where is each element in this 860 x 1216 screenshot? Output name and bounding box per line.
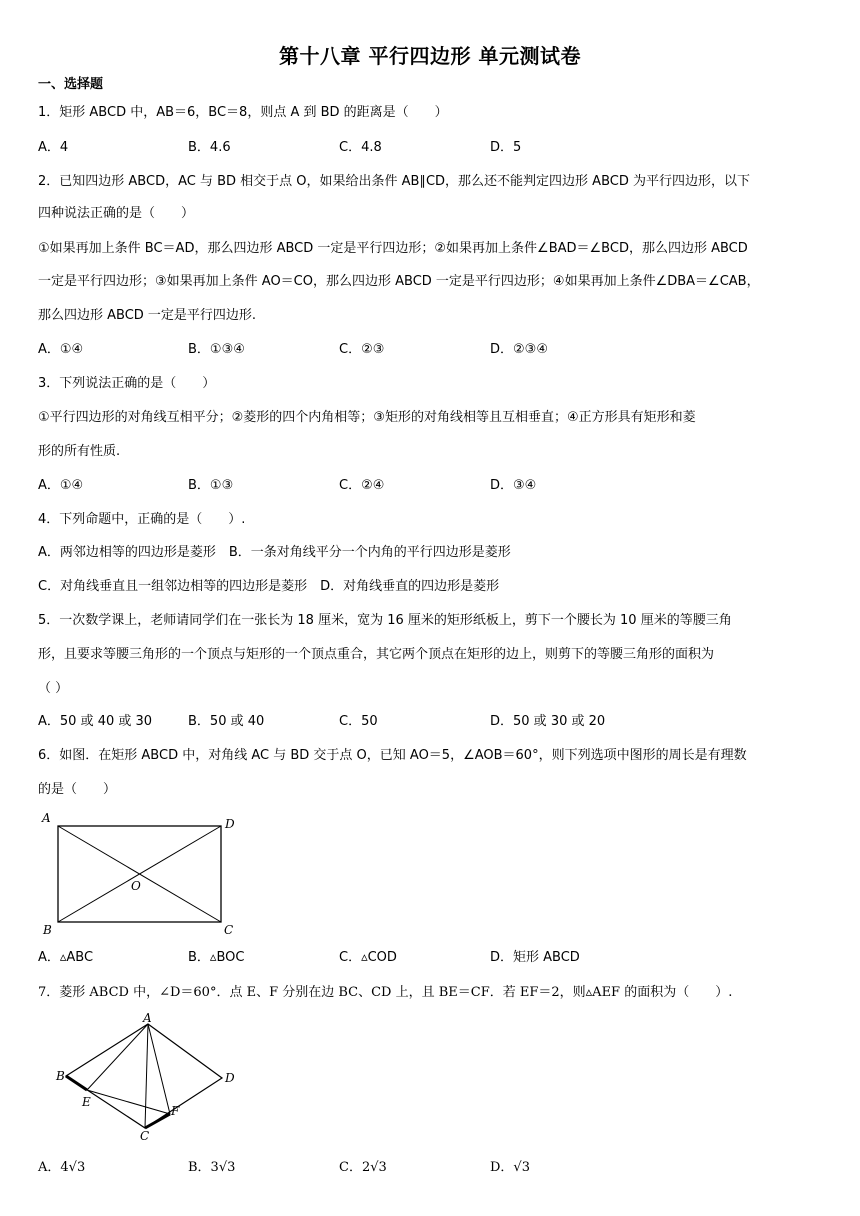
q2-stem-line: ①如果再加上条件 BC＝AD，那么四边形 ABCD 一定是平行四边形；②如果再加上条件∠BAD＝∠BCD，那么四边形 ABCD [38,241,748,256]
label-a: A [42,811,51,825]
label-a: A [143,1012,152,1025]
label-c: C [224,923,234,937]
label-b: B [56,1069,65,1083]
label-f: F [171,1104,180,1118]
q1-option-a: A．4 [38,140,69,155]
q7-option-c: C．2√3 [339,1160,387,1175]
segment-cf [145,1114,170,1128]
q1-stem: 1．矩形 ABCD 中，AB＝6，BC＝8，则点 A 到 BD 的距离是（ ） [38,105,448,120]
segment-ef [87,1090,170,1114]
q3-options [38,476,828,496]
diagonal-ac [145,1024,148,1128]
q2-stem-line: 四种说法正确的是（ ） [38,206,195,221]
q2-option-c: C．②③ [339,342,385,357]
q5-option-d: D．50 或 30 或 20 [490,714,606,729]
q6-options [38,948,828,968]
q1-option-c: C．4.8 [339,140,382,155]
q5-option-a: A．50 或 40 或 30 [38,714,153,729]
q2-stem-line: 2．已知四边形 ABCD，AC 与 BD 相交于点 O，如果给出条件 AB∥CD，那么还不能判定四边形 ABCD 为平行四边形，以下 [38,174,750,189]
q7-stem: 7．菱形 ABCD 中，∠D＝60°．点 E、F 分别在边 BC、CD 上，且 BE＝CF．若 EF＝2，则▵AEF 的面积为（ ）. [38,985,733,1000]
label-o: O [131,879,141,893]
label-d: D [225,817,235,831]
segment-be [66,1076,87,1090]
label-c: C [140,1129,150,1142]
q2-option-b: B．①③④ [188,342,245,357]
q5-stem-line: 5．一次数学课上，老师请同学们在一张长为 18 厘米，宽为 16 厘米的矩形纸板上，剪下一个腰长为 10 厘米的等腰三角 [38,613,732,628]
q3-option-a: A．①④ [38,478,84,493]
q1-option-d: D．5 [490,140,522,155]
q7-option-b: B．3√3 [188,1160,236,1175]
q3-stem-line: 3．下列说法正确的是（ ） [38,376,216,391]
q2-options [38,340,828,360]
label-b: B [43,923,52,937]
q5-stem-line: （ ） [38,681,69,696]
q6-stem-line: 的是（ ） [38,782,117,797]
q6-option-b: B．▵BOC [188,950,245,965]
q3-stem-line: ①平行四边形的对角线互相平分；②菱形的四个内角相等；③矩形的对角线相等且互相垂直；④正方形具有矩形和菱 [38,410,696,425]
q7-rhombus-figure [44,1012,254,1142]
q3-option-d: D．③④ [490,478,537,493]
q5-stem-line: 形，且要求等腰三角形的一个顶点与矩形的一个顶点重合，其它两个顶点在矩形的边上，则剪下的等腰三角形的面积为 [38,647,715,662]
label-d: D [225,1071,235,1085]
q6-stem-line: 6．如图．在矩形 ABCD 中，对角线 AC 与 BD 交于点 O，已知 AO＝5，∠AOB＝60°，则下列选项中图形的周长是有理数 [38,748,747,763]
q5-option-c: C．50 [339,714,378,729]
q7-option-a: A．4√3 [38,1160,86,1175]
q2-option-d: D．②③④ [490,342,548,357]
section-heading: 一、选择题 [38,77,104,92]
q1-options [38,138,828,158]
q2-stem-line: 一定是平行四边形；③如果再加上条件 AO＝CO，那么四边形 ABCD 一定是平行四边形；④如果再加上条件∠DBA＝∠CAB， [38,274,760,289]
rhombus-abcd [66,1024,222,1128]
q3-option-c: C．②④ [339,478,385,493]
q2-stem-line: 那么四边形 ABCD 一定是平行四边形. [38,308,257,323]
q7-options [38,1158,828,1178]
q6-option-d: D．矩形 ABCD [490,950,580,965]
q6-rectangle-figure [38,810,248,940]
q2-option-a: A．①④ [38,342,84,357]
q7-option-d: D．√3 [490,1160,530,1175]
page-title: 第十八章 平行四边形 单元测试卷 [279,44,581,68]
q4-stem: 4．下列命题中，正确的是（ ）. [38,512,246,527]
q4-option-line: A．两邻边相等的四边形是菱形 B．一条对角线平分一个内角的平行四边形是菱形 [38,545,511,560]
q4-option-line: C．对角线垂直且一组邻边相等的四边形是菱形 D．对角线垂直的四边形是菱形 [38,579,500,594]
q5-options [38,712,828,732]
q1-option-b: B．4.6 [188,140,231,155]
q3-stem-line: 形的所有性质. [38,444,121,459]
q3-option-b: B．①③ [188,478,234,493]
q6-option-a: A．▵ABC [38,950,94,965]
label-e: E [82,1095,91,1109]
q6-option-c: C．▵COD [339,950,397,965]
q5-option-b: B．50 或 40 [188,714,265,729]
